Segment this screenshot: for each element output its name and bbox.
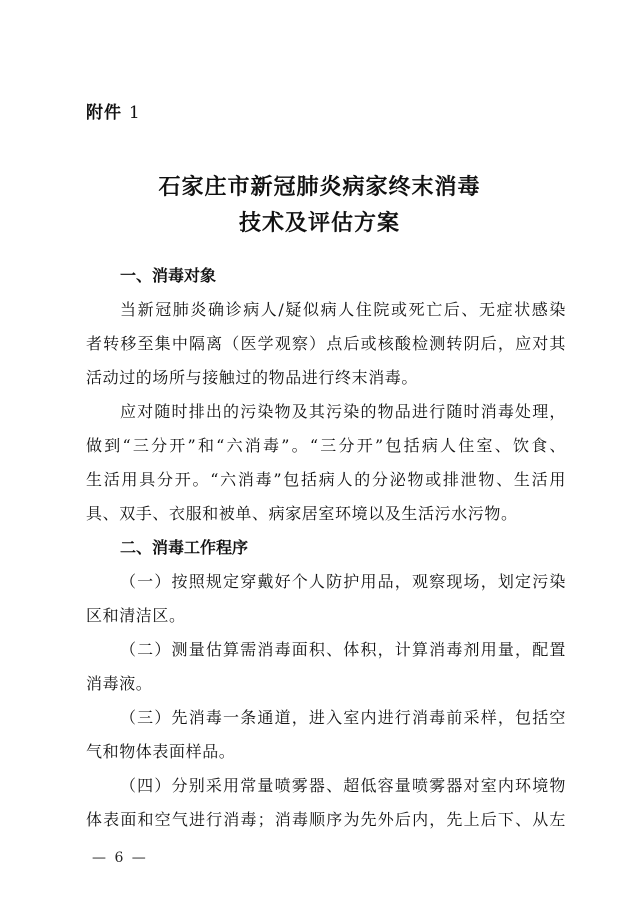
section-2-line: （二）测量估算需消毒面积、体积，计算消毒剂用量，配置 [120,640,566,659]
section-2-line: （四）分别采用常量喷雾器、超低容量喷雾器对室内环境物 [120,776,566,795]
section-2-line: 气和物体表面样品。 [86,742,236,761]
document-title-line-1: 石家庄市新冠肺炎病家终末消毒 [158,174,481,200]
section-1-line: 者转移至集中隔离（医学观察）点后或核酸检测转阴后，应对其 [86,334,566,353]
annex-label [86,98,141,123]
section-2-line: 区和清洁区。 [86,606,186,625]
section-1-line: 生活用具分开。“六消毒”包括病人的分泌物或排泄物、生活用 [86,470,566,489]
section-2-heading: 二、消毒工作程序 [120,538,249,557]
section-2-line: 消毒液。 [86,674,153,693]
section-2-line: 体表面和空气进行消毒；消毒顺序为先外后内，先上后下、从左 [86,810,566,829]
section-1-line: 当新冠肺炎确诊病人/疑似病人住院或死亡后、无症状感染 [120,300,566,319]
section-2-line: （一）按照规定穿戴好个人防护用品，观察现场，划定污染 [120,572,566,591]
section-1-line: 做到“三分开”和“六消毒”。“三分开”包括病人住室、饮食、 [86,436,566,455]
section-1-heading: 一、消毒对象 [120,266,217,285]
page-number-footer: — 6 — [92,850,148,866]
section-1-line: 应对随时排出的污染物及其污染的物品进行随时消毒处理， [120,402,566,421]
annex-text: 附件 [86,103,122,123]
annex-number: 1 [128,103,141,123]
section-1-line: 具、双手、衣服和被单、病家居室环境以及生活污水污物。 [86,504,518,523]
document-title-line-2: 技术及评估方案 [238,210,400,236]
section-2-line: （三）先消毒一条通道，进入室内进行消毒前采样，包括空 [120,708,566,727]
section-1-line: 活动过的场所与接触过的物品进行终末消毒。 [86,368,419,387]
